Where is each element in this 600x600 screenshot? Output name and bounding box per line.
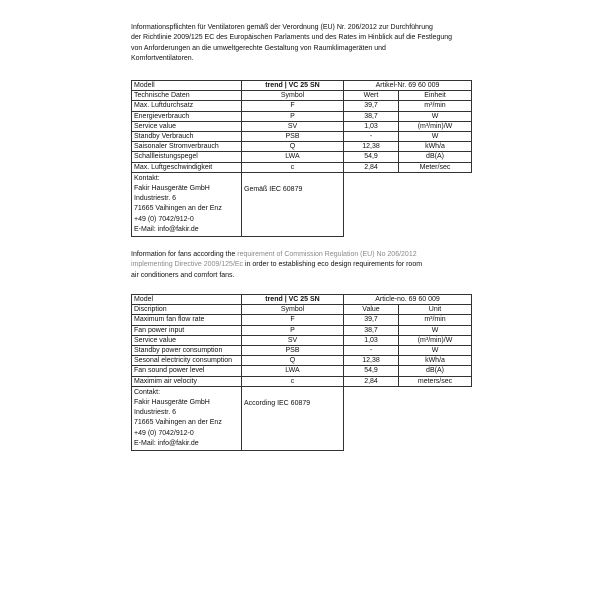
table-row: [132, 305, 472, 315]
article-number: Artikel-Nr. 69 60 009: [344, 81, 472, 91]
intro-line: [131, 260, 471, 270]
model-name: trend | VC 25 SN: [242, 295, 344, 305]
row-unit: kWh/a: [399, 142, 472, 152]
row-label: Schallleistungspegel: [132, 152, 242, 162]
row-unit: meters/sec: [399, 376, 472, 386]
row-label: Fan power input: [132, 325, 242, 335]
empty-cell: [399, 172, 472, 236]
table-row: [132, 356, 472, 366]
row-label: Service value: [132, 335, 242, 345]
row-value: 54,9: [344, 366, 399, 376]
table-row: [132, 325, 472, 335]
intro-line: Informationspflichten für Ventilatoren gemäß der Verordnung (EU) Nr. 206/2012 zur Durchführung: [131, 24, 433, 31]
row-symbol: P: [242, 111, 344, 121]
row-value: 1,03: [344, 335, 399, 345]
row-unit: W: [399, 325, 472, 335]
table-row: [132, 121, 472, 131]
table-header-row: [132, 295, 472, 305]
contact-line: Contakt:: [134, 388, 161, 396]
row-symbol: c: [242, 162, 344, 172]
row-unit: dB(A): [399, 366, 472, 376]
contact-row: [132, 386, 472, 450]
contact-block: [132, 172, 242, 236]
english-intro: [131, 250, 471, 281]
row-symbol: F: [242, 315, 344, 325]
row-value: 39,7: [344, 315, 399, 325]
row-unit: m³/min: [399, 315, 472, 325]
row-label: Maximim air velocity: [132, 376, 242, 386]
row-unit: (m³/min)/W: [399, 335, 472, 345]
intro-line: air conditioners and comfort fans.: [131, 271, 235, 279]
contact-line: Fakir Hausgeräte GmbH: [134, 398, 210, 406]
intro-line: von Anforderungen an die umweltgerechte Gestaltung von Raumklimageräten und: [131, 44, 386, 52]
row-unit: W: [399, 131, 472, 141]
row-value: 12,38: [344, 142, 399, 152]
table-row: [132, 142, 472, 152]
row-value: 2,84: [344, 376, 399, 386]
model-name: trend | VC 25 SN: [242, 81, 344, 91]
model-label: Modell: [132, 81, 242, 91]
row-label: Standby Verbrauch: [132, 131, 242, 141]
contact-line: 71665 Vaihingen an der Enz: [134, 419, 222, 427]
row-symbol: PSB: [242, 345, 344, 355]
row-value: Wert: [344, 91, 399, 101]
contact-line: +49 (0) 7042/912-0: [134, 215, 194, 223]
row-unit: dB(A): [399, 152, 472, 162]
table-row: [132, 345, 472, 355]
table-row: [132, 315, 472, 325]
english-spec-table: [131, 294, 472, 451]
row-unit: W: [399, 111, 472, 121]
row-value: 38,7: [344, 111, 399, 121]
row-value: 1,03: [344, 121, 399, 131]
row-symbol: PSB: [242, 131, 344, 141]
contact-line: 71665 Vaihingen an der Enz: [134, 205, 222, 213]
model-label: Model: [132, 295, 242, 305]
contact-line: +49 (0) 7042/912-0: [134, 429, 194, 437]
row-symbol: LWA: [242, 366, 344, 376]
empty-cell: [344, 172, 399, 236]
table-row: [132, 131, 472, 141]
row-symbol: F: [242, 101, 344, 111]
table-header-row: [132, 81, 472, 91]
row-value: -: [344, 345, 399, 355]
table-row: [132, 111, 472, 121]
row-symbol: P: [242, 325, 344, 335]
row-label: Energieverbrauch: [132, 111, 242, 121]
table-row: [132, 376, 472, 386]
row-value: 12,38: [344, 356, 399, 366]
row-unit: Einheit: [399, 91, 472, 101]
row-label: Max. Luftgeschwindigkeit: [132, 162, 242, 172]
contact-line: E-Mail: info@fakir.de: [134, 225, 199, 233]
intro-line: [131, 250, 471, 260]
row-value: -: [344, 131, 399, 141]
intro-text-highlight: requirement of Commission Regulation (EU) No 206/2012: [237, 251, 417, 258]
row-unit: W: [399, 345, 472, 355]
intro-text: in order to establishing eco design requirements for room: [243, 261, 423, 269]
table-row: [132, 91, 472, 101]
row-symbol: Q: [242, 142, 344, 152]
row-value: 39,7: [344, 101, 399, 111]
intro-text: Information for fans according the: [131, 251, 238, 258]
intro-line: der Richtlinie 2009/125 EC des Europäischen Parlaments und des Rates im Hinblick auf die Festlegung: [131, 34, 453, 42]
row-label: Technische Daten: [132, 91, 242, 101]
row-value: 2,84: [344, 162, 399, 172]
row-label: Standby power consumption: [132, 345, 242, 355]
contact-line: E-Mail: info@fakir.de: [134, 439, 199, 447]
table-row: [132, 152, 472, 162]
empty-cell: [344, 386, 399, 450]
row-symbol: Symbol: [242, 305, 344, 315]
row-value: 38,7: [344, 325, 399, 335]
intro-line: Komfortventilatoren.: [131, 55, 194, 63]
row-symbol: LWA: [242, 152, 344, 162]
empty-cell: [399, 386, 472, 450]
german-intro: [131, 23, 471, 65]
contact-row: [132, 172, 472, 236]
row-label: Service value: [132, 121, 242, 131]
contact-line: Kontakt:: [134, 174, 160, 182]
row-label: Maximum fan flow rate: [132, 315, 242, 325]
row-unit: (m³/min)/W: [399, 121, 472, 131]
row-unit: kWh/a: [399, 356, 472, 366]
contact-line: Fakir Hausgeräte GmbH: [134, 184, 210, 192]
row-value: 54,9: [344, 152, 399, 162]
table-row: [132, 335, 472, 345]
table-row: [132, 101, 472, 111]
row-symbol: Symbol: [242, 91, 344, 101]
row-symbol: c: [242, 376, 344, 386]
row-label: Max. Luftdurchsatz: [132, 101, 242, 111]
row-label: Fan sound power level: [132, 366, 242, 376]
row-value: Value: [344, 305, 399, 315]
row-label: Saisonaler Stromverbrauch: [132, 142, 242, 152]
contact-block: [132, 386, 242, 450]
german-spec-table: [131, 80, 472, 237]
table-row: [132, 366, 472, 376]
row-unit: m³/min: [399, 101, 472, 111]
table-row: [132, 162, 472, 172]
standard-note: According IEC 60879: [242, 386, 344, 450]
intro-text-highlight: implementing Directive 2009/125/Ec: [131, 261, 244, 269]
row-symbol: SV: [242, 121, 344, 131]
contact-line: Industriestr. 6: [134, 409, 177, 417]
standard-note: Gemäß IEC 60879: [242, 172, 344, 236]
article-number: Article-no. 69 60 009: [344, 295, 472, 305]
row-label: Sesonal electricity consumption: [132, 356, 242, 366]
row-symbol: Q: [242, 356, 344, 366]
row-unit: Meter/sec: [399, 162, 472, 172]
row-symbol: SV: [242, 335, 344, 345]
row-label: Discription: [132, 305, 242, 315]
row-unit: Unit: [399, 305, 472, 315]
contact-line: Industriestr. 6: [134, 195, 177, 203]
